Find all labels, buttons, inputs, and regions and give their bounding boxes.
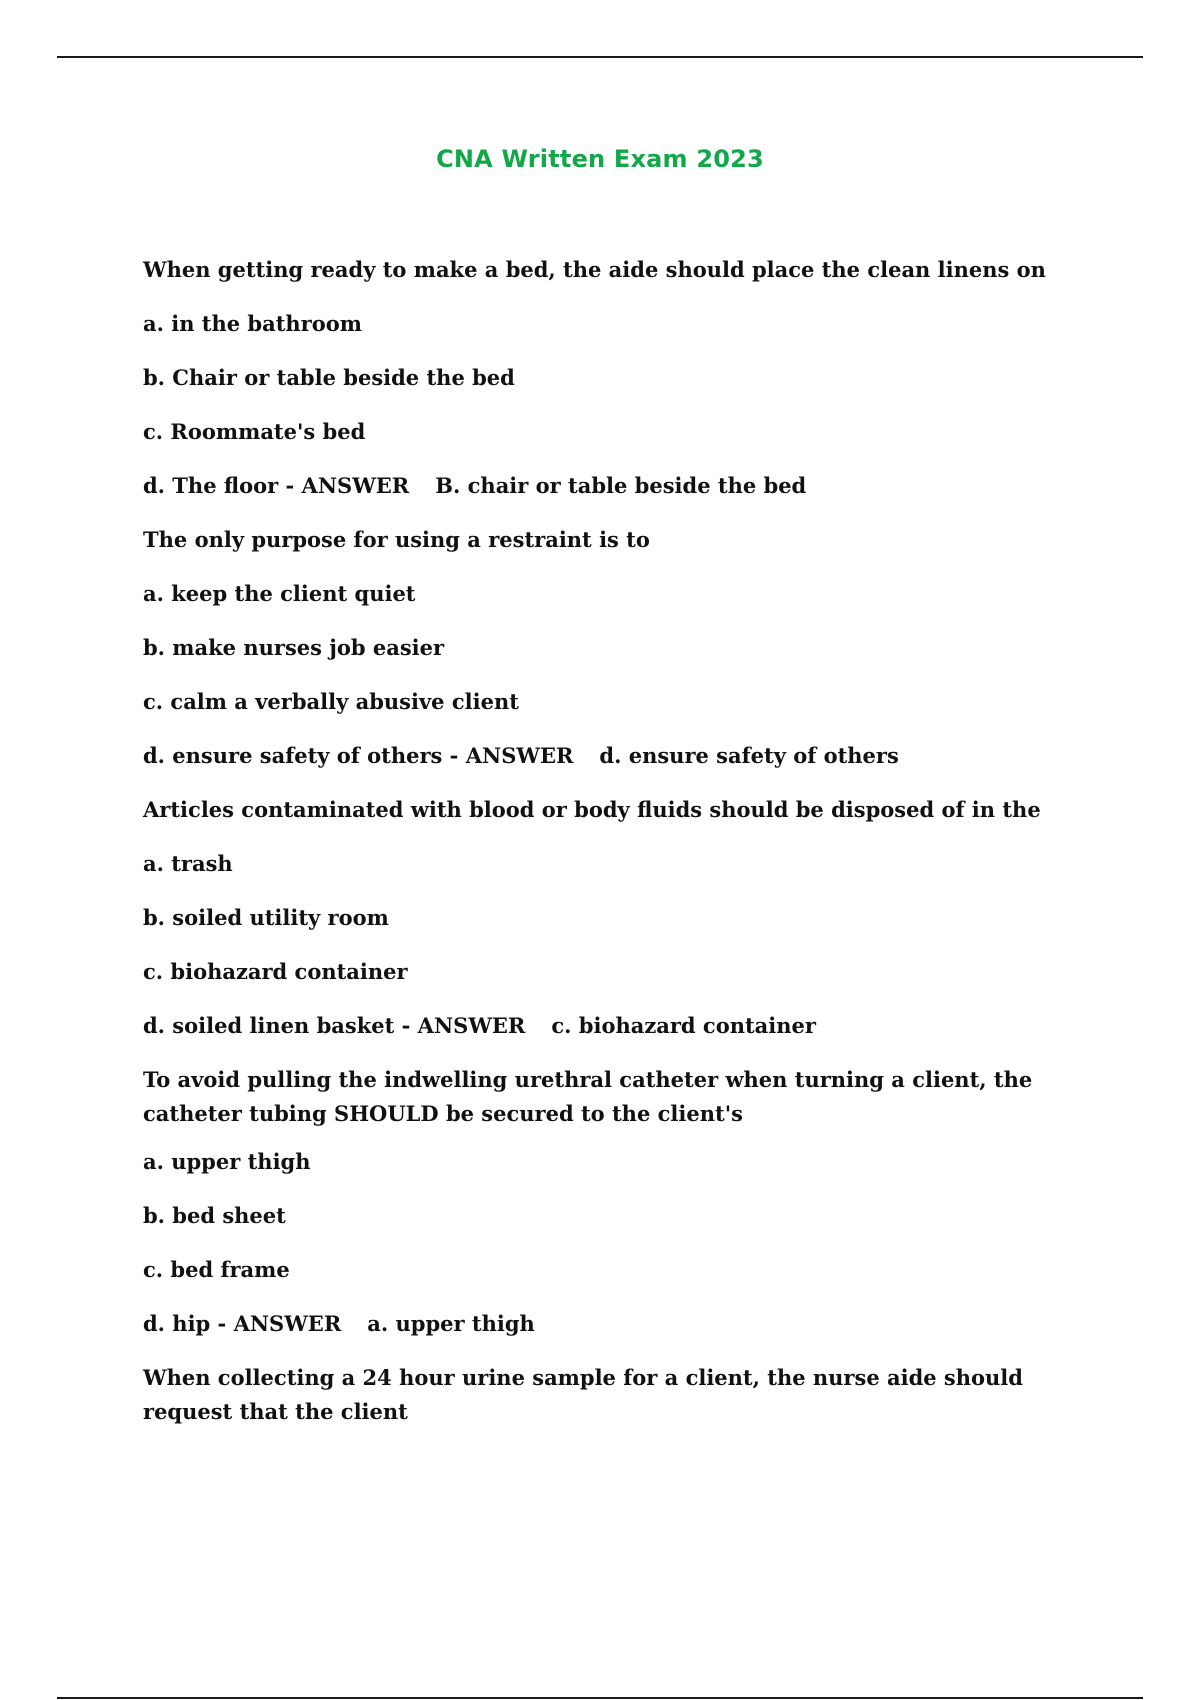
document-title: CNA Written Exam 2023 (436, 145, 764, 173)
option-d: d. hip - ANSWER (143, 1311, 342, 1336)
answer-text: B. chair or table beside the bed (435, 473, 807, 498)
option-a: a. keep the client quiet (143, 581, 416, 606)
question-text: Articles contaminated with blood or body fluids should be disposed of in the (143, 797, 1041, 822)
question-text: When collecting a 24 hour urine sample for a client, the nurse aide should request that the client (143, 1365, 1023, 1424)
option-c: c. calm a verbally abusive client (143, 689, 519, 714)
option-a: a. upper thigh (143, 1149, 311, 1174)
question-text: To avoid pulling the indwelling urethral catheter when turning a client, the catheter tubing SHOULD be secured to the client's (143, 1067, 1033, 1126)
option-d-with-answer (143, 739, 1083, 773)
option-b: b. Chair or table beside the bed (143, 365, 515, 390)
answer-text: c. biohazard container (551, 1013, 816, 1038)
answer-text: a. upper thigh (367, 1311, 535, 1336)
option-c: c. biohazard container (143, 959, 408, 984)
option-b: b. soiled utility room (143, 905, 389, 930)
option-d-with-answer (143, 469, 1083, 503)
option-d: d. ensure safety of others - ANSWER (143, 743, 574, 768)
answer-text: d. ensure safety of others (599, 743, 899, 768)
bottom-rule (57, 1697, 1143, 1699)
option-c: c. bed frame (143, 1257, 290, 1282)
option-d-with-answer (143, 1009, 1083, 1043)
question-text: When getting ready to make a bed, the aide should place the clean linens on (143, 257, 1046, 282)
option-b: b. make nurses job easier (143, 635, 445, 660)
option-c: c. Roommate's bed (143, 419, 366, 444)
option-d-with-answer (143, 1307, 1083, 1341)
question-text: The only purpose for using a restraint is to (143, 527, 650, 552)
document-body (143, 253, 1083, 1443)
top-rule (57, 56, 1143, 58)
option-a: a. in the bathroom (143, 311, 362, 336)
option-d: d. soiled linen basket - ANSWER (143, 1013, 526, 1038)
option-a: a. trash (143, 851, 233, 876)
option-b: b. bed sheet (143, 1203, 286, 1228)
option-d: d. The floor - ANSWER (143, 473, 410, 498)
